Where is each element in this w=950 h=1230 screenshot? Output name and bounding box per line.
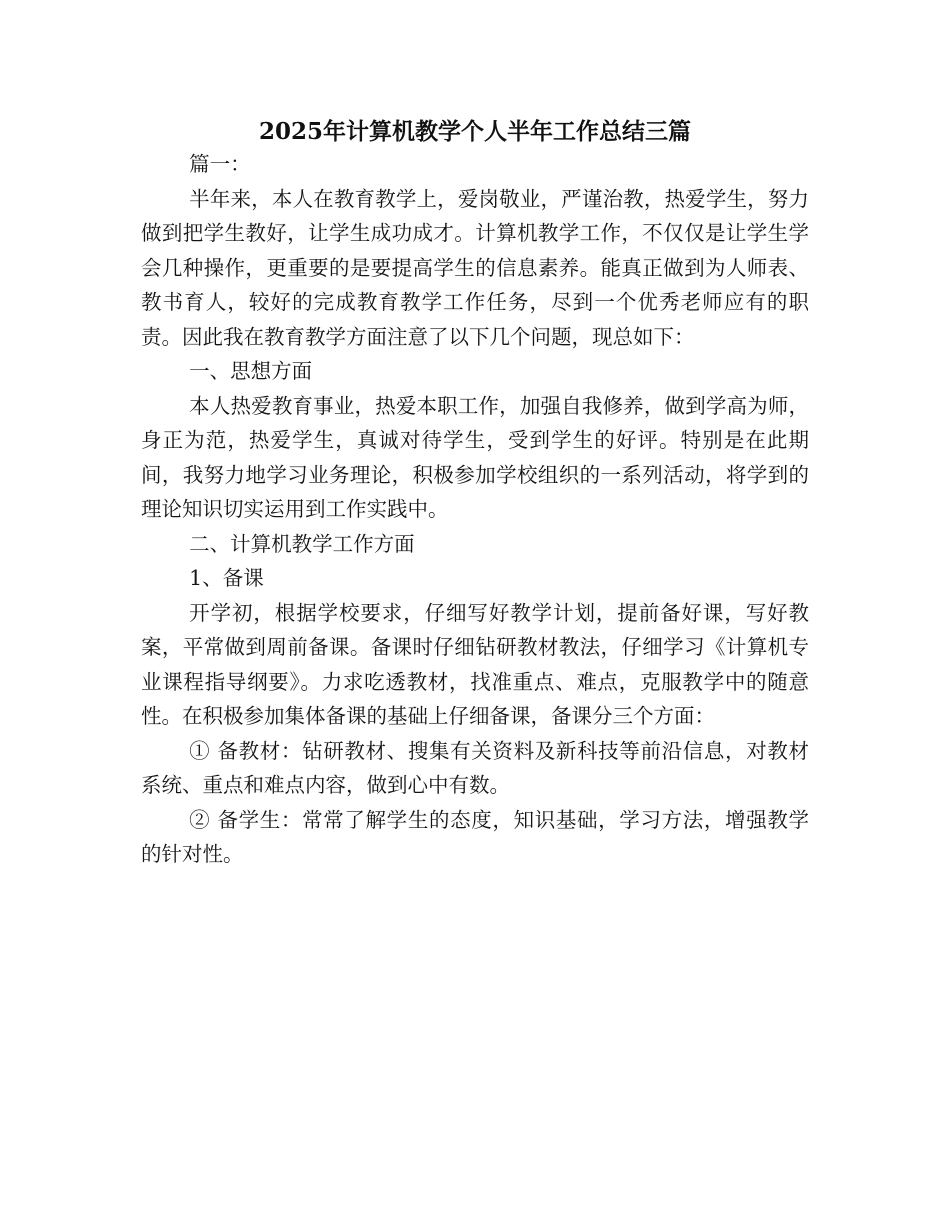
list-item: ② 备学生：常常了解学生的态度，知识基础，学习方法，增强教学的针对性。	[141, 807, 809, 866]
body-paragraph: 开学初，根据学校要求，仔细写好教学计划，提前备好课，写好教案，平常做到周前备课。备课时仔细钻研教材教法，仔细学习《计算机专业课程指导纲要》。力求吃透教材，找准重点、难点，克服教学中的随意性。在积极参加集体备课的基础上仔细备课，备课分三个方面：	[141, 600, 809, 728]
section-heading: 一、思想方面	[189, 359, 313, 383]
subsection-heading: 1、备课	[189, 566, 264, 590]
body-paragraph: 本人热爱教育事业，热爱本职工作，加强自我修养，做到学高为师，身正为范，热爱学生，真诚对待学生，受到学生的好评。特别是在此期间，我努力地学习业务理论，积极参加学校组织的一系列活动，将学到的理论知识切实运用到工作实践中。	[141, 393, 809, 521]
section-label: 篇一：	[189, 152, 251, 176]
section-heading: 二、计算机教学工作方面	[189, 531, 415, 556]
intro-paragraph: 半年来，本人在教育教学上，爱岗敬业，严谨治教，热爱学生，努力做到把学生教好，让学生成功成才。计算机教学工作，不仅仅是让学生学会几种操作，更重要的是要提高学生的信息素养。能真正做到为人师表、教书育人，较好的完成教育教学工作任务，尽到一个优秀老师应有的职责。因此我在教育教学方面注意了以下几个问题，现总如下：	[141, 186, 809, 349]
list-item: ① 备教材：钻研教材、搜集有关资料及新科技等前沿信息，对教材系统、重点和难点内容，做到心中有数。	[141, 738, 809, 797]
document-body	[141, 147, 809, 872]
document-title: 2025年计算机教学个人半年工作总结三篇	[258, 118, 691, 145]
